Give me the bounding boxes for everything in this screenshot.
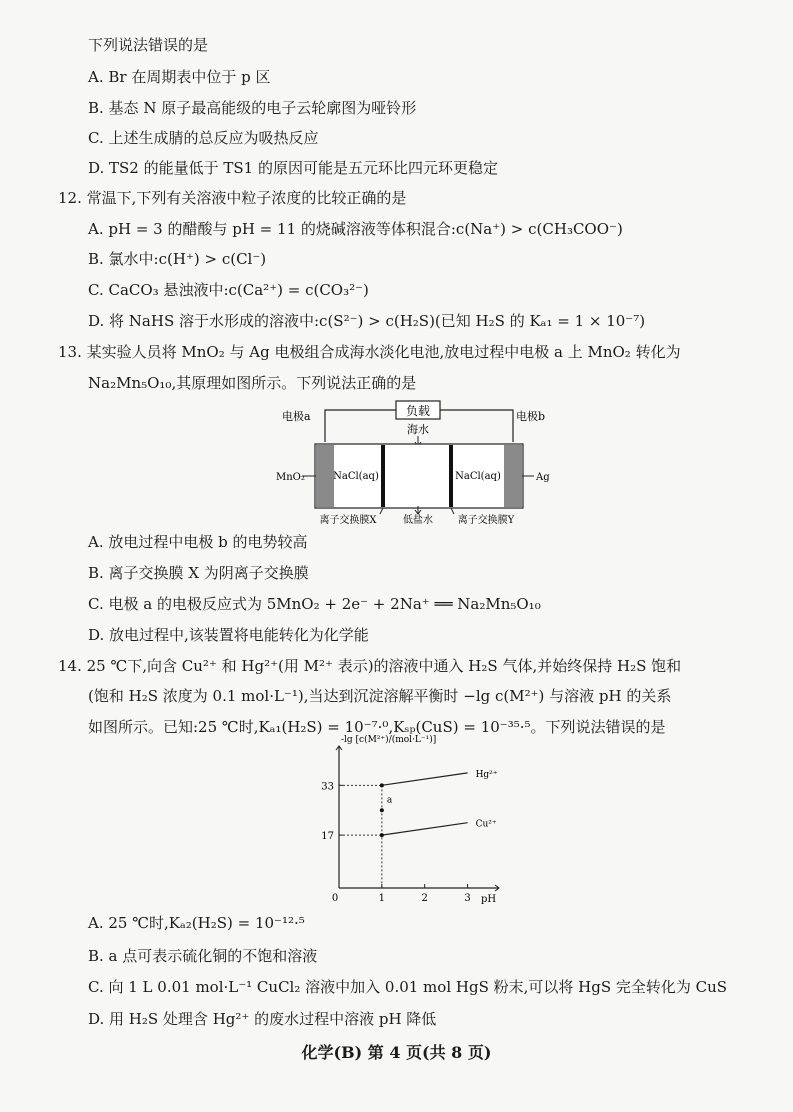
q11-prompt: 下列说法错误的是 <box>88 36 209 54</box>
q13-stem-line1: 13. 某实验人员将 MnO₂ 与 Ag 电极组合成海水淡化电池,放电过程中电极 a 上 MnO₂ 转化为 <box>58 343 681 361</box>
membrane-y <box>449 445 453 507</box>
q14-option-c: C. 向 1 L 0.01 mol·L⁻¹ CuCl₂ 溶液中加入 0.01 mol HgS 粉末,可以将 HgS 完全转化为 CuS <box>88 978 728 996</box>
electrode-a <box>316 445 334 507</box>
data-point <box>380 833 384 837</box>
q12-option-c: C. CaCO₃ 悬浊液中:c(Ca²⁺) = c(CO₃²⁻) <box>88 281 369 299</box>
series-line-hg <box>382 773 468 785</box>
membrane-x <box>381 445 385 507</box>
q13-option-d: D. 放电过程中,该装置将电能转化为化学能 <box>88 626 369 644</box>
q14-option-b: B. a 点可表示硫化铜的不饱和溶液 <box>88 947 318 965</box>
q14-stem-line2: (饱和 H₂S 浓度为 0.1 mol·L⁻¹),当达到沉淀溶解平衡时 −lg c(M²⁺) 与溶液 pH 的关系 <box>88 687 672 705</box>
x-tick-label: 3 <box>464 893 471 904</box>
data-point <box>380 783 384 787</box>
electrode-b <box>504 445 522 507</box>
point-a-label: a <box>386 795 393 806</box>
membrane-y-label: 离子交换膜Y <box>457 515 515 524</box>
electrode-b-label: 电极b <box>516 410 546 423</box>
y-tick-label: 33 <box>321 781 334 793</box>
series-line-cu <box>382 823 468 835</box>
q14-option-d: D. 用 H₂S 处理含 Hg²⁺ 的废水过程中溶液 pH 降低 <box>88 1010 437 1028</box>
q11-option-a: A. Br 在周期表中位于 p 区 <box>88 68 271 86</box>
q13-option-c: C. 电极 a 的电极反应式为 5MnO₂ + 2e⁻ + 2Na⁺ ══ Na₂Mn₅O₁₀ <box>88 595 541 613</box>
battery-diagram <box>268 384 568 524</box>
electrode-a-label: 电极a <box>282 410 311 423</box>
ag-label: Ag <box>536 472 550 483</box>
x-tick-label: 1 <box>378 893 386 904</box>
q12-option-b: B. 氯水中:c(H⁺) > c(Cl⁻) <box>88 250 267 268</box>
page-footer: 化学(B) 第 4 页(共 8 页) <box>301 1043 492 1062</box>
membrane-x-label: 离子交换膜X <box>319 515 377 524</box>
q14-stem-line1: 14. 25 ℃下,向含 Cu²⁺ 和 Hg²⁺(用 M²⁺ 表示)的溶液中通入 H₂S 气体,并始终保持 H₂S 饱和 <box>58 657 682 675</box>
y-axis-label: -lg [c(M²⁺)/(mol·L⁻¹)] <box>341 735 437 745</box>
q14-option-a: A. 25 ℃时,Kₐ₂(H₂S) = 10⁻¹²·⁵ <box>88 914 305 932</box>
q13-stem-line2: Na₂Mn₅O₁₀,其原理如图所示。下列说法正确的是 <box>88 374 417 392</box>
q11-option-b: B. 基态 N 原子最高能级的电子云轮廓图为哑铃形 <box>88 99 417 117</box>
y-tick-label: 17 <box>321 831 334 843</box>
q11-option-d: D. TS2 的能量低于 TS1 的原因可能是五元环比四元环更稳定 <box>88 159 498 177</box>
low-salt-label: 低盐水 <box>403 515 433 524</box>
q12-option-d: D. 将 NaHS 溶于水形成的溶液中:c(S²⁻) > c(H₂S)(已知 H₂S 的 Kₐ₁ = 1 × 10⁻⁷) <box>88 312 646 330</box>
q14-stem-line3: 如图所示。已知:25 ℃时,Kₐ₁(H₂S) = 10⁻⁷·⁰,Kₛₚ(CuS) = 10⁻³⁵·⁵。下列说法错误的是 <box>88 718 666 736</box>
load-label: 负载 <box>405 404 431 418</box>
x-tick-label: 0 <box>331 893 339 904</box>
data-point <box>380 808 384 812</box>
q13-option-a: A. 放电过程中电极 b 的电势较高 <box>88 533 308 551</box>
q12-stem: 12. 常温下,下列有关溶液中粒子浓度的比较正确的是 <box>58 189 407 207</box>
q11-option-c: C. 上述生成腈的总反应为吸热反应 <box>88 129 319 147</box>
x-tick-label: 2 <box>421 893 428 904</box>
ph-chart <box>305 728 505 908</box>
series-label-cu: Cu²⁺ <box>475 819 497 830</box>
nacl-left-label: NaCl(aq) <box>333 471 379 482</box>
series-label-hg: Hg²⁺ <box>475 769 498 780</box>
nacl-right-label: NaCl(aq) <box>455 471 501 482</box>
q12-option-a: A. pH = 3 的醋酸与 pH = 11 的烧碱溶液等体积混合:c(Na⁺) > c(CH₃COO⁻) <box>88 220 623 238</box>
q13-option-b: B. 离子交换膜 X 为阴离子交换膜 <box>88 564 309 582</box>
seawater-label: 海水 <box>407 423 429 436</box>
x-axis-label: pH <box>481 894 497 905</box>
mno2-label: MnO₂ <box>276 472 305 483</box>
